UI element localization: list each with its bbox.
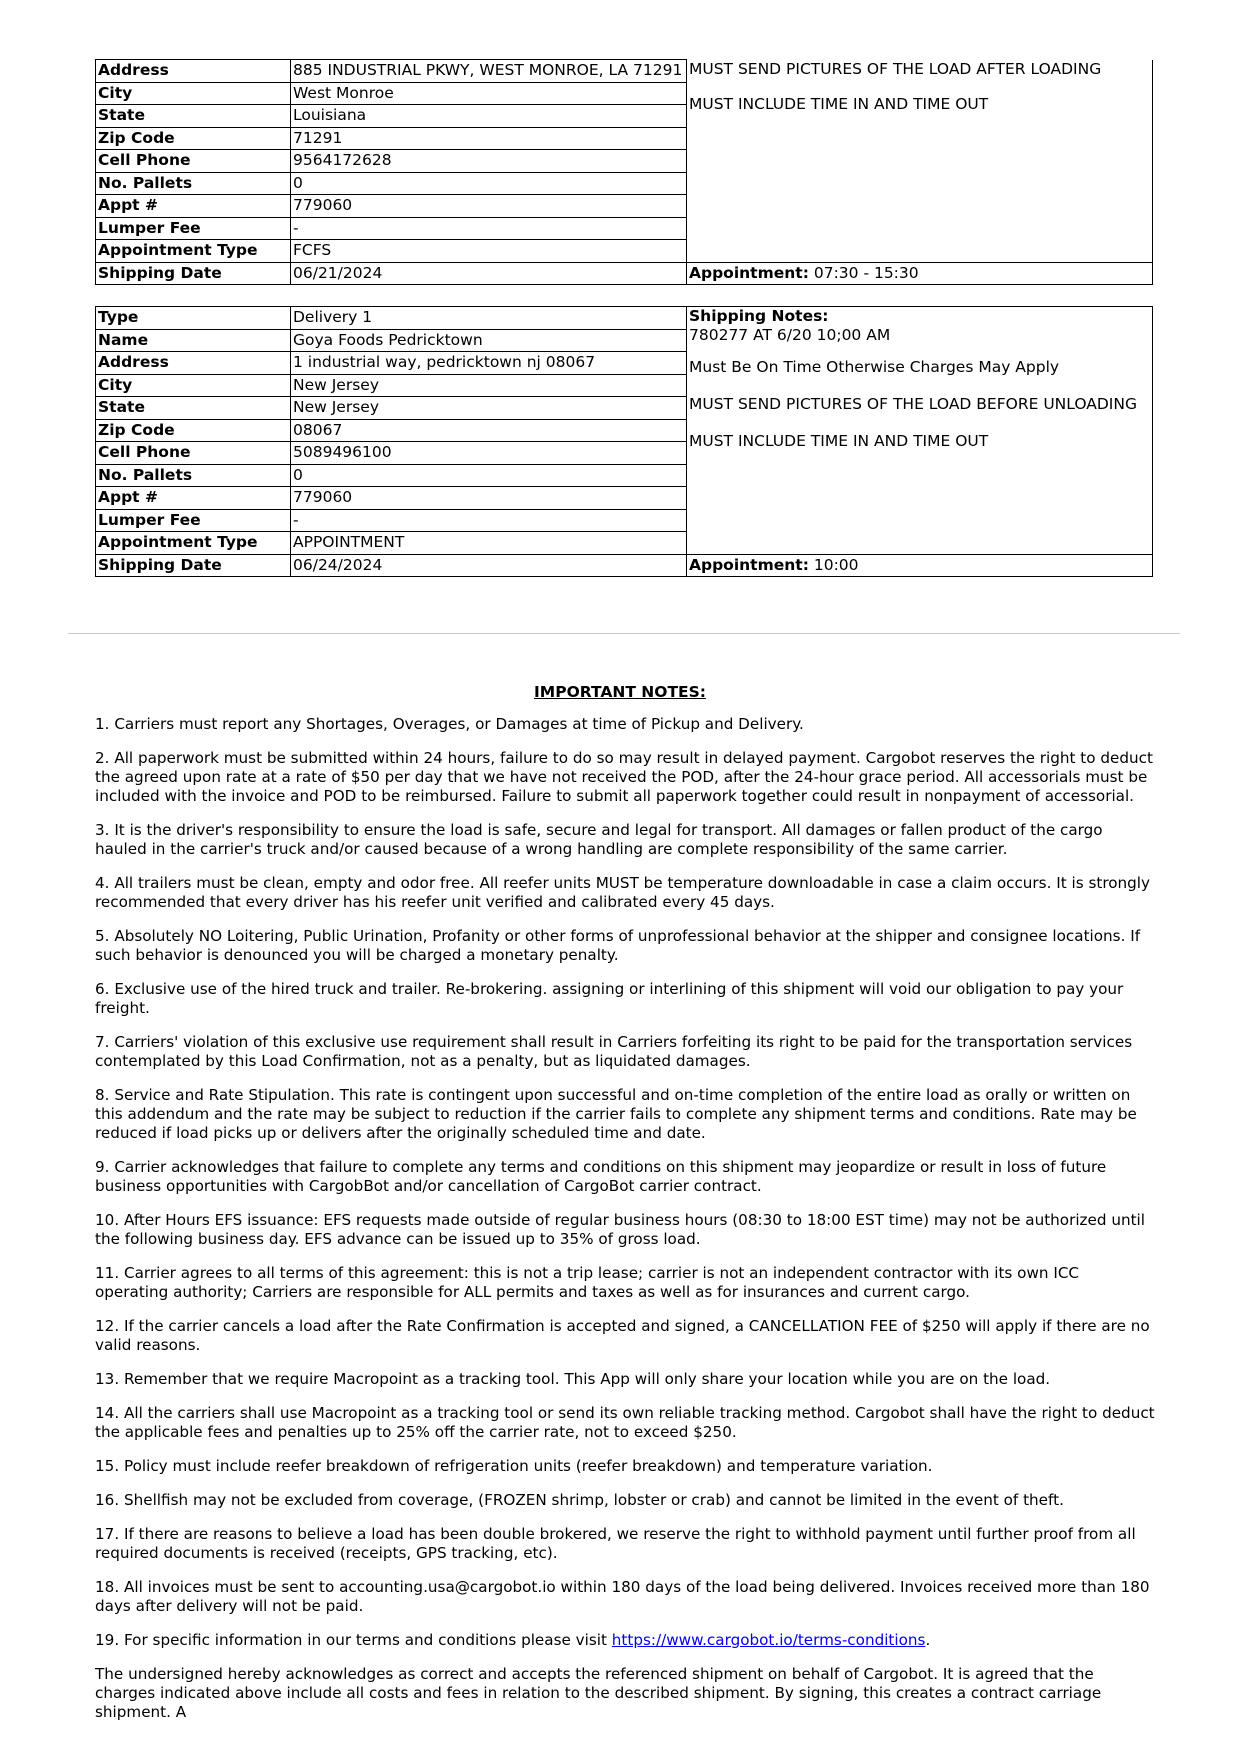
field-label: Appointment Type bbox=[96, 240, 291, 263]
note-item-13: 13. Remember that we require Macropoint as a tracking tool. This App will only share your location while you are on the load. bbox=[95, 1370, 1051, 1388]
field-label: Appt # bbox=[96, 195, 291, 218]
field-value: 885 INDUSTRIAL PKWY, WEST MONROE, LA 71291 bbox=[291, 60, 687, 83]
acknowledgement-paragraph: The undersigned hereby acknowledges as correct and accepts the referenced shipment on behalf of Cargobot. It is agreed that the charges indicated above include all costs and fees in relation to the described shipment. By signing, this creates a contract carriage shipment. A bbox=[95, 1665, 1102, 1721]
note-item-6: 6. Exclusive use of the hired truck and trailer. Re-brokering. assigning or interlining of this shipment will void our obligation to pay your freight. bbox=[95, 980, 1124, 1017]
field-value: Delivery 1 bbox=[291, 307, 687, 330]
shipping-note-line: MUST INCLUDE TIME IN AND TIME OUT bbox=[689, 432, 989, 450]
field-label: Lumper Fee bbox=[96, 509, 291, 532]
shipping-note-line: MUST SEND PICTURES OF THE LOAD BEFORE UNLOADING bbox=[689, 395, 1137, 413]
stop-row bbox=[96, 60, 1153, 83]
field-value: 5089496100 bbox=[291, 442, 687, 465]
shipping-notes-heading: Shipping Notes: bbox=[689, 307, 829, 325]
field-value: 1 industrial way, pedricktown nj 08067 bbox=[291, 352, 687, 375]
shipping-note-line: MUST INCLUDE TIME IN AND TIME OUT bbox=[689, 94, 989, 113]
field-value: APPOINTMENT bbox=[291, 532, 687, 555]
field-label: Zip Code bbox=[96, 127, 291, 150]
pickup-stop-table bbox=[95, 59, 1153, 285]
note-item-16: 16. Shellfish may not be excluded from coverage, (FROZEN shrimp, lobster or crab) and cannot be limited in the event of theft. bbox=[95, 1491, 1064, 1509]
field-value: Louisiana bbox=[291, 105, 687, 128]
field-label: City bbox=[96, 82, 291, 105]
note-item-1: 1. Carriers must report any Shortages, Overages, or Damages at time of Pickup and Delivery. bbox=[95, 715, 804, 733]
shipping-notes bbox=[687, 307, 1153, 555]
field-label: Appointment Type bbox=[96, 532, 291, 555]
field-label: Shipping Date bbox=[96, 554, 291, 577]
field-value: 779060 bbox=[291, 195, 687, 218]
note-item-4: 4. All trailers must be clean, empty and odor free. All reefer units MUST be temperature downloadable in case a claim occurs. It is strongly recommended that every driver has his reefer unit verified and calibrated every 45 days. bbox=[95, 874, 1151, 911]
stop-row bbox=[96, 307, 1153, 330]
note-item-14: 14. All the carriers shall use Macropoint as a tracking tool or send its own reliable tracking method. Cargobot shall have the right to deduct the applicable fees and penalties up to 25% off the carrier rate, not to exceed $250. bbox=[95, 1404, 1155, 1441]
note-item-5: 5. Absolutely NO Loitering, Public Urination, Profanity or other forms of unprofessional behavior at the shipper and consignee locations. If such behavior is denounced you will be charged a monetary penalty. bbox=[95, 927, 1141, 964]
note-item-18: 18. All invoices must be sent to accounting.usa@cargobot.io within 180 days of the load being delivered. Invoices received more than 180 days after delivery will not be paid. bbox=[95, 1578, 1150, 1615]
shipping-note-line: MUST SEND PICTURES OF THE LOAD AFTER LOADING bbox=[689, 59, 1102, 78]
field-label: No. Pallets bbox=[96, 172, 291, 195]
field-value: 9564172628 bbox=[291, 150, 687, 173]
appointment-value: 07:30 - 15:30 bbox=[813, 263, 919, 282]
field-label: Zip Code bbox=[96, 419, 291, 442]
stop-row bbox=[96, 262, 1153, 285]
note-item-15: 15. Policy must include reefer breakdown of refrigeration units (reefer breakdown) and temperature variation. bbox=[95, 1457, 933, 1475]
field-value: West Monroe bbox=[291, 82, 687, 105]
note-item-2: 2. All paperwork must be submitted within 24 hours, failure to do so may result in delayed payment. Cargobot reserves the right to deduct the agreed upon rate at a rate of $50 per day that we have not received the POD, after the 24-hour grace period. All accessorials must be included with the invoice and POD to be reimbursed. Failure to submit all paperwork together could result in nonpayment of accessorial. bbox=[95, 749, 1153, 805]
appointment-time bbox=[687, 262, 1153, 285]
important-notes-title: IMPORTANT NOTES: bbox=[534, 683, 706, 701]
field-value: 08067 bbox=[291, 419, 687, 442]
field-label: State bbox=[96, 105, 291, 128]
appointment-time bbox=[687, 554, 1153, 577]
important-notes-list bbox=[95, 715, 1157, 1737]
field-label: Cell Phone bbox=[96, 150, 291, 173]
field-value: 06/21/2024 bbox=[291, 262, 687, 285]
appointment-value: 10:00 bbox=[813, 555, 859, 574]
field-value: 0 bbox=[291, 172, 687, 195]
note-item-8: 8. Service and Rate Stipulation. This rate is contingent upon successful and on-time completion of the entire load as orally or written on this addendum and the rate may be subject to reduction if the carrier fails to complete any shipment terms and conditions. Rate may be reduced if load picks up or delivers after the originally scheduled time and date. bbox=[95, 1086, 1137, 1142]
field-label: Address bbox=[96, 60, 291, 83]
appointment-label: Appointment: bbox=[689, 555, 809, 574]
section-divider bbox=[68, 633, 1180, 634]
field-label: Type bbox=[96, 307, 291, 330]
field-value: New Jersey bbox=[291, 397, 687, 420]
field-value: Goya Foods Pedricktown bbox=[291, 329, 687, 352]
field-label: Lumper Fee bbox=[96, 217, 291, 240]
appointment-label: Appointment: bbox=[689, 263, 809, 282]
note-item-19 bbox=[95, 1631, 1157, 1650]
field-value: New Jersey bbox=[291, 374, 687, 397]
note-item-12: 12. If the carrier cancels a load after the Rate Confirmation is accepted and signed, a CANCELLATION FEE of $250 will apply if there are no valid reasons. bbox=[95, 1317, 1150, 1354]
field-label: State bbox=[96, 397, 291, 420]
note-item-10: 10. After Hours EFS issuance: EFS requests made outside of regular business hours (08:30 to 18:00 EST time) may not be authorized until the following business day. EFS advance can be issued up to 35% of gross load. bbox=[95, 1211, 1145, 1248]
note-item-7: 7. Carriers' violation of this exclusive use requirement shall result in Carriers forfeiting its right to be paid for the transportation services contemplated by this Load Confirmation, not as a penalty, but as liquidated damages. bbox=[95, 1033, 1133, 1070]
note-item-19-text: 19. For specific information in our terms and conditions please visit bbox=[95, 1631, 612, 1649]
field-label: Appt # bbox=[96, 487, 291, 510]
field-value: - bbox=[291, 217, 687, 240]
field-value: 779060 bbox=[291, 487, 687, 510]
field-value: FCFS bbox=[291, 240, 687, 263]
field-label: Address bbox=[96, 352, 291, 375]
field-label: Name bbox=[96, 329, 291, 352]
terms-conditions-link[interactable]: https://www.cargobot.io/terms-conditions bbox=[611, 1631, 926, 1649]
shipping-notes bbox=[687, 60, 1153, 263]
note-item-11: 11. Carrier agrees to all terms of this agreement: this is not a trip lease; carrier is not an independent contractor with its own ICC operating authority; Carriers are responsible for ALL permits and taxes as well as for insurances and current cargo. bbox=[95, 1264, 1080, 1301]
note-item-3: 3. It is the driver's responsibility to ensure the load is safe, secure and legal for transport. All damages or fallen product of the cargo hauled in the carrier's truck and/or caused because of a wrong handling are complete responsibility of the same carrier. bbox=[95, 821, 1103, 858]
note-item-9: 9. Carrier acknowledges that failure to complete any terms and conditions on this shipment may jeopardize or result in loss of future business opportunities with CargobBot and/or cancellation of CargoBot carrier contract. bbox=[95, 1158, 1107, 1195]
note-item-19-suffix: . bbox=[925, 1631, 931, 1649]
field-label: Shipping Date bbox=[96, 262, 291, 285]
field-value: 71291 bbox=[291, 127, 687, 150]
shipping-note-line: Must Be On Time Otherwise Charges May Apply bbox=[689, 358, 1060, 376]
field-value: - bbox=[291, 509, 687, 532]
field-value: 0 bbox=[291, 464, 687, 487]
stop-row bbox=[96, 554, 1153, 577]
field-label: Cell Phone bbox=[96, 442, 291, 465]
field-value: 06/24/2024 bbox=[291, 554, 687, 577]
shipping-note-line: 780277 AT 6/20 10;00 AM bbox=[689, 326, 891, 344]
field-label: City bbox=[96, 374, 291, 397]
delivery-stop-table bbox=[95, 306, 1153, 577]
field-label: No. Pallets bbox=[96, 464, 291, 487]
note-item-17: 17. If there are reasons to believe a load has been double brokered, we reserve the right to withhold payment until further proof from all required documents is received (receipts, GPS tracking, etc). bbox=[95, 1525, 1136, 1562]
